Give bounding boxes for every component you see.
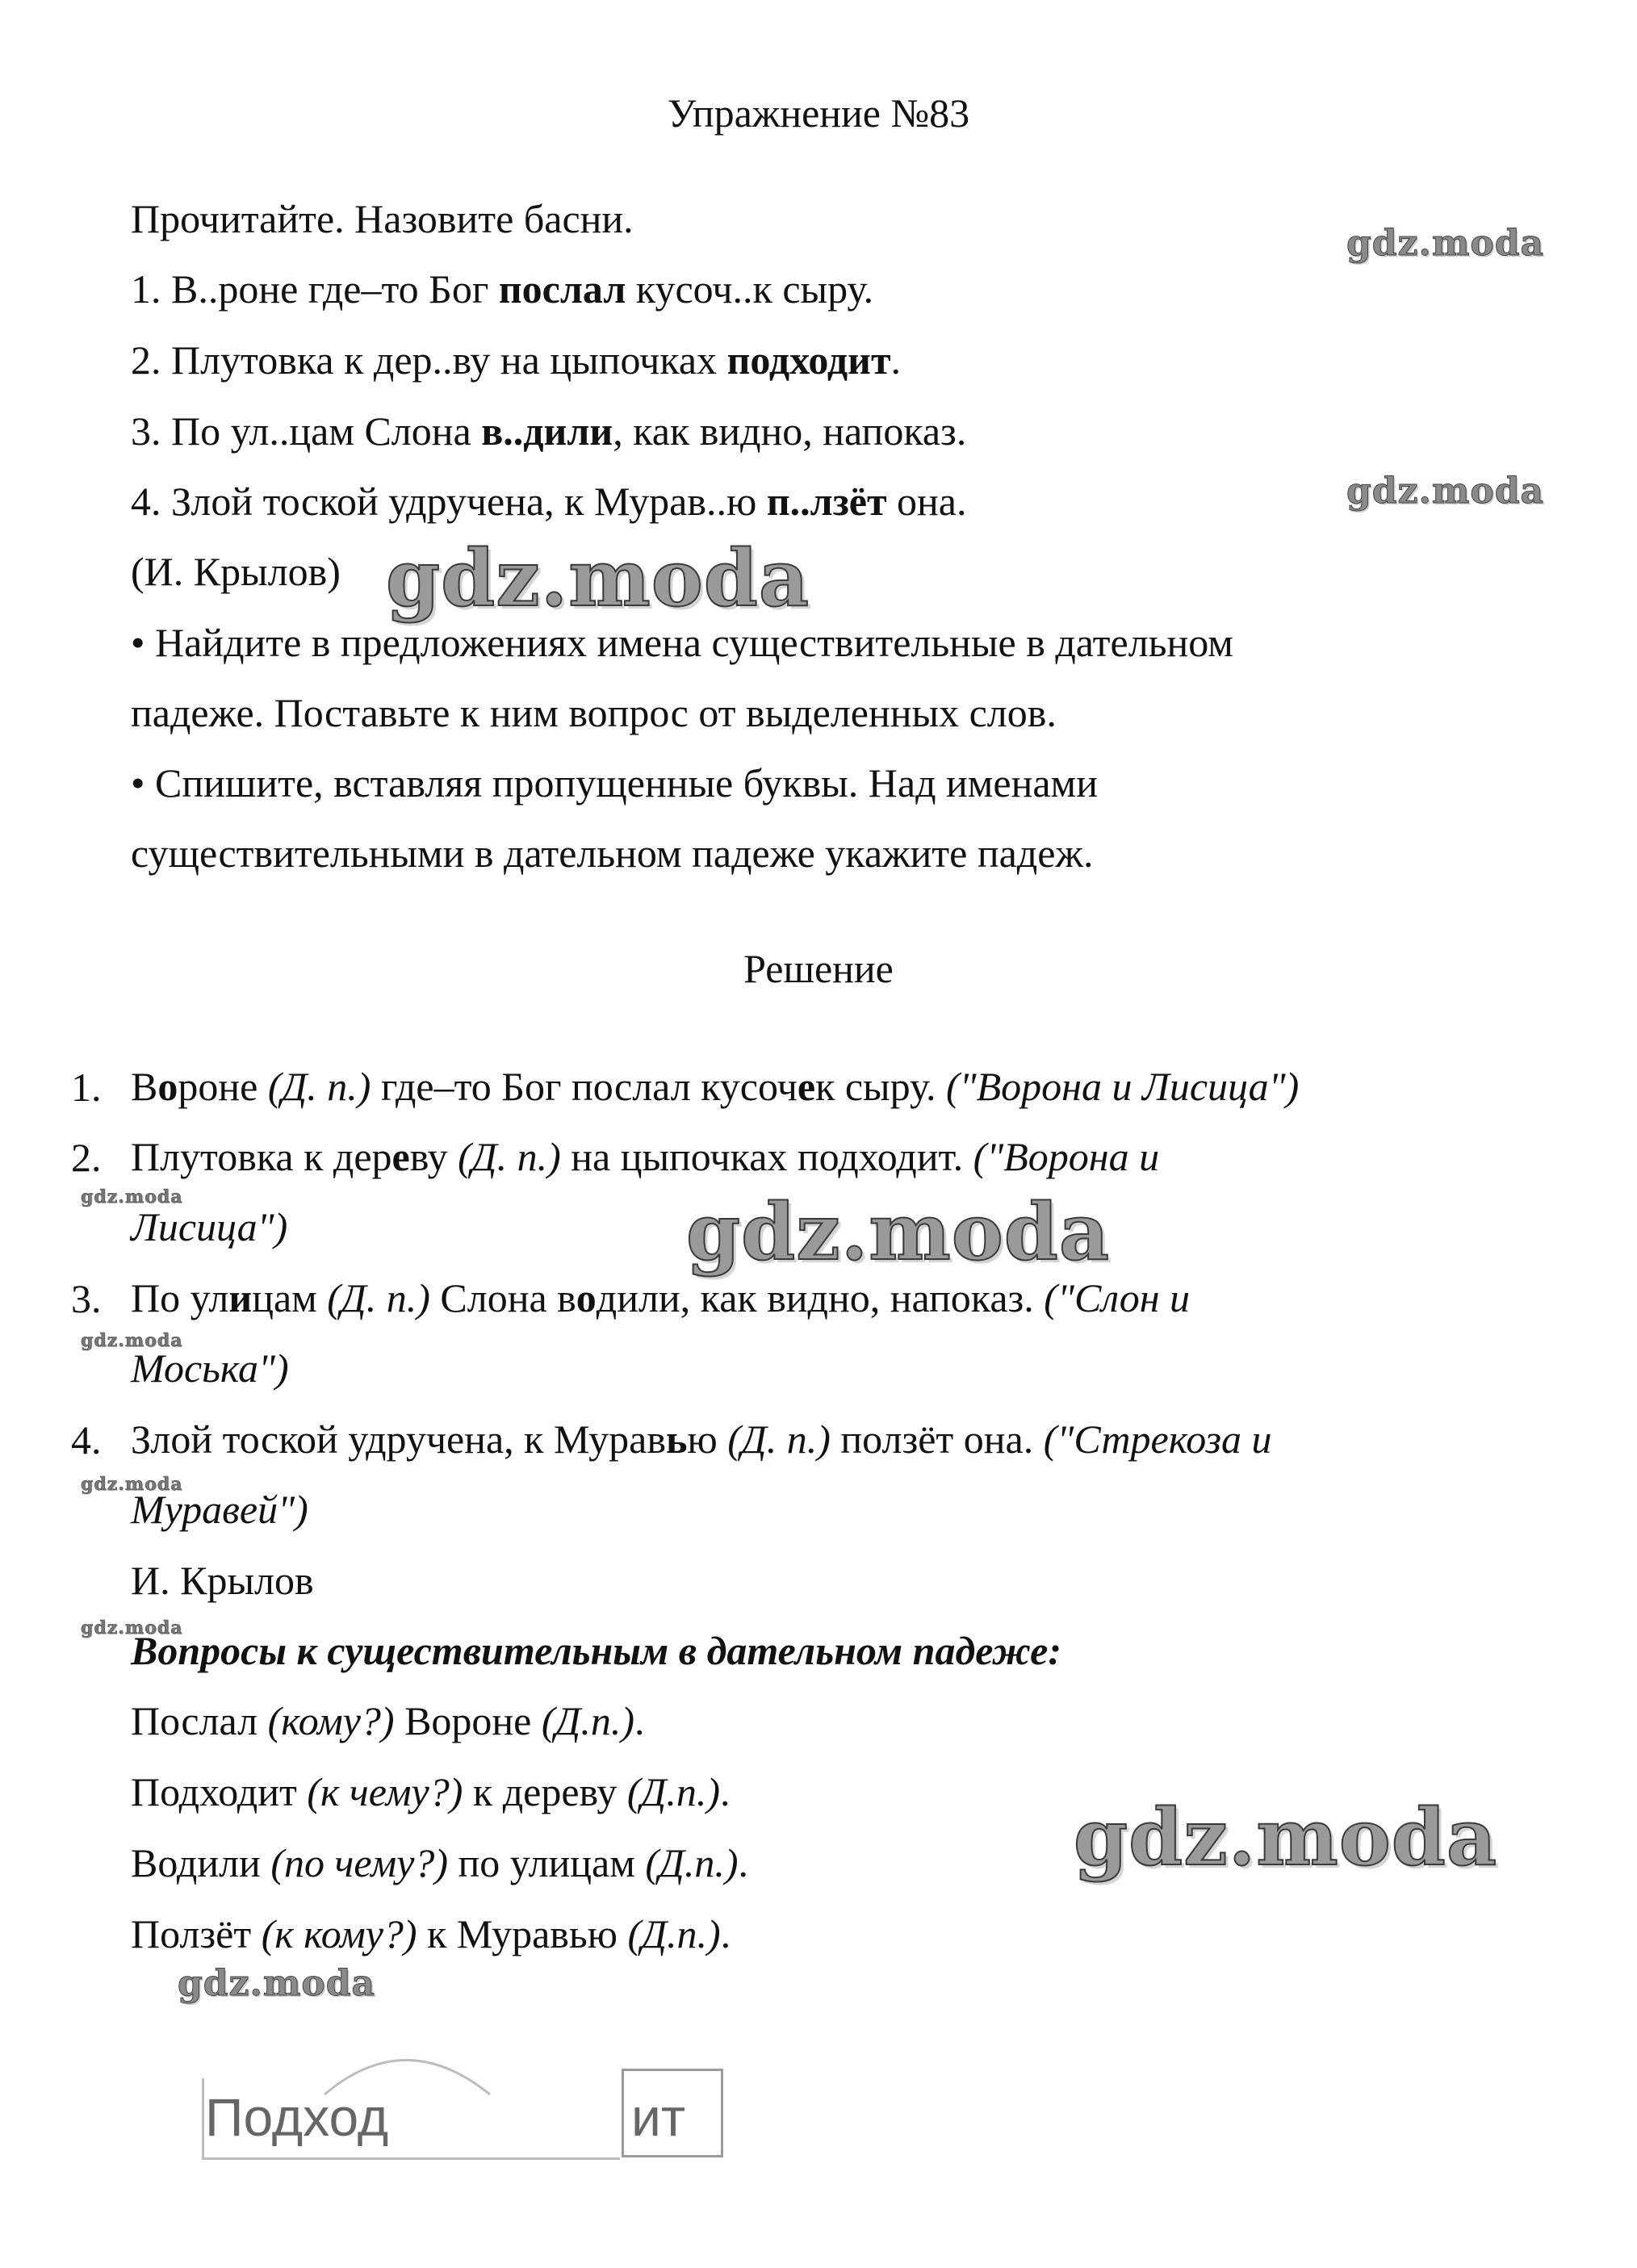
- text: на цыпочках подходит.: [560, 1134, 973, 1179]
- punct: .: [738, 1840, 749, 1885]
- noun: к Муравью: [417, 1911, 628, 1956]
- question-row-2: [131, 1769, 731, 1816]
- text: ползёт она.: [830, 1416, 1044, 1462]
- task-bullet-1b: падеже. Поставьте к ним вопрос от выделенных слов.: [131, 690, 1057, 735]
- case-label: (Д.п.): [626, 1769, 721, 1814]
- sentence-text: 1. В..роне где–то Бог: [131, 266, 499, 312]
- verb: Водили: [131, 1840, 271, 1885]
- text: В: [131, 1064, 158, 1109]
- task-sentence-1: [131, 266, 873, 313]
- question: (к кому?): [261, 1911, 417, 1956]
- watermark: gdz.moda: [686, 1186, 1111, 1278]
- inserted-letter: ь: [665, 1416, 688, 1462]
- text: цам: [252, 1275, 328, 1320]
- task-intro: Прочитайте. Назовите басни.: [131, 196, 634, 241]
- case-label: (Д.п.): [541, 1698, 635, 1743]
- case-label: (Д.п.): [645, 1840, 739, 1885]
- sentence-bold: в..дили: [481, 408, 613, 454]
- question: (кому?): [267, 1698, 395, 1743]
- text: ю: [687, 1416, 728, 1462]
- fable-name: ("Ворона и Лисица"): [945, 1064, 1300, 1109]
- inserted-letter: е: [797, 1064, 816, 1109]
- text: дили, как видно, напоказ.: [596, 1275, 1045, 1320]
- text: Слона в: [429, 1275, 576, 1320]
- text: По ул: [131, 1275, 229, 1320]
- watermark: gdz.moda: [1346, 471, 1545, 512]
- inserted-letter: и: [228, 1275, 253, 1320]
- text: где–то Бог послал кусоч: [371, 1064, 798, 1109]
- watermark: gdz.moda: [81, 1617, 183, 1638]
- task-bullet-2b: существительными в дательном падеже укажите падеж.: [131, 831, 1094, 876]
- sentence-bold: подходит: [726, 337, 891, 383]
- solution-item-2: [131, 1134, 1159, 1181]
- solution-title: Решение: [743, 946, 894, 991]
- sentence-text: , как видно, напоказ.: [613, 408, 967, 454]
- task-bullet-2a: • Спишите, вставляя пропущенные буквы. Над именами: [131, 760, 1098, 806]
- item-number: 3.: [71, 1276, 102, 1321]
- sentence-text: 2. Плутовка к дер..ву на цыпочках: [131, 337, 727, 383]
- watermark: gdz.moda: [1346, 223, 1545, 264]
- watermark: gdz.moda: [386, 533, 810, 624]
- solution-author: И. Крылов: [131, 1558, 314, 1603]
- watermark: gdz.moda: [81, 1330, 183, 1351]
- fable-name: ("Слон и: [1044, 1275, 1191, 1320]
- punct: .: [720, 1911, 731, 1956]
- questions-title: Вопросы к существительным в дательном падеже:: [131, 1628, 1062, 1673]
- solution-item-4-cont: Муравей"): [131, 1487, 308, 1532]
- case-label: (Д. п.): [267, 1064, 371, 1109]
- task-sentence-4: [131, 479, 967, 525]
- solution-item-1: [131, 1064, 1299, 1111]
- question: (по чему?): [270, 1840, 449, 1885]
- morpheme-diagram: [195, 2030, 686, 2167]
- fable-name: ("Стрекоза и: [1043, 1416, 1272, 1462]
- watermark: gdz.moda: [178, 1963, 376, 2004]
- punct: .: [720, 1769, 731, 1814]
- sentence-text: она.: [886, 479, 967, 524]
- text: к сыру.: [815, 1064, 946, 1109]
- word-ending: ит: [631, 2087, 686, 2147]
- sentence-text: 3. По ул..цам Слона: [131, 408, 482, 454]
- sentence-text: 4. Злой тоской удручена, к Мурав..ю: [131, 479, 767, 524]
- fable-name: ("Ворона и: [973, 1134, 1160, 1179]
- text: Злой тоской удручена, к Мурав: [131, 1416, 666, 1462]
- task-author: (И. Крылов): [131, 549, 341, 594]
- text: роне: [178, 1064, 268, 1109]
- noun: к дереву: [463, 1769, 627, 1814]
- case-label: (Д. п.): [327, 1275, 430, 1320]
- item-number: 1.: [71, 1065, 102, 1110]
- punct: .: [634, 1698, 645, 1743]
- text: ву: [409, 1134, 458, 1179]
- noun: Вороне: [394, 1698, 542, 1743]
- inserted-letter: о: [576, 1275, 597, 1320]
- solution-item-3-cont: Моська"): [131, 1345, 289, 1391]
- verb: Подходит: [131, 1769, 308, 1814]
- sentence-bold: послал: [498, 266, 626, 312]
- question: (к чему?): [307, 1769, 463, 1814]
- watermark: gdz.moda: [81, 1186, 183, 1207]
- case-label: (Д. п.): [727, 1416, 831, 1462]
- text: Плутовка к дер: [131, 1134, 392, 1179]
- watermark: gdz.moda: [1074, 1792, 1498, 1883]
- item-number: 4.: [71, 1417, 102, 1462]
- question-row-4: [131, 1911, 731, 1958]
- sentence-text: .: [890, 337, 902, 383]
- item-number: 2.: [71, 1135, 102, 1180]
- solution-item-4: [131, 1416, 1272, 1463]
- watermark: gdz.moda: [81, 1474, 183, 1495]
- sentence-text: кусоч..к сыру.: [626, 266, 873, 312]
- solution-item-3: [131, 1275, 1190, 1322]
- task-bullet-1a: • Найдите в предложениях имена существительные в дательном: [131, 620, 1233, 665]
- case-label: (Д.п.): [627, 1911, 721, 1956]
- task-sentence-3: [131, 408, 966, 455]
- inserted-letter: о: [157, 1064, 178, 1109]
- case-label: (Д. п.): [458, 1134, 561, 1179]
- task-sentence-2: [131, 337, 901, 384]
- solution-item-2-cont: Лисица"): [131, 1204, 288, 1249]
- inserted-letter: е: [391, 1134, 410, 1179]
- question-row-1: [131, 1698, 645, 1745]
- page-title: Упражнение №83: [667, 90, 970, 136]
- question-row-3: [131, 1840, 748, 1887]
- sentence-bold: п..лзёт: [766, 479, 887, 524]
- verb: Послал: [131, 1698, 268, 1743]
- word-stem: Подход: [205, 2087, 389, 2147]
- verb: Ползёт: [131, 1911, 262, 1956]
- noun: по улицам: [448, 1840, 646, 1885]
